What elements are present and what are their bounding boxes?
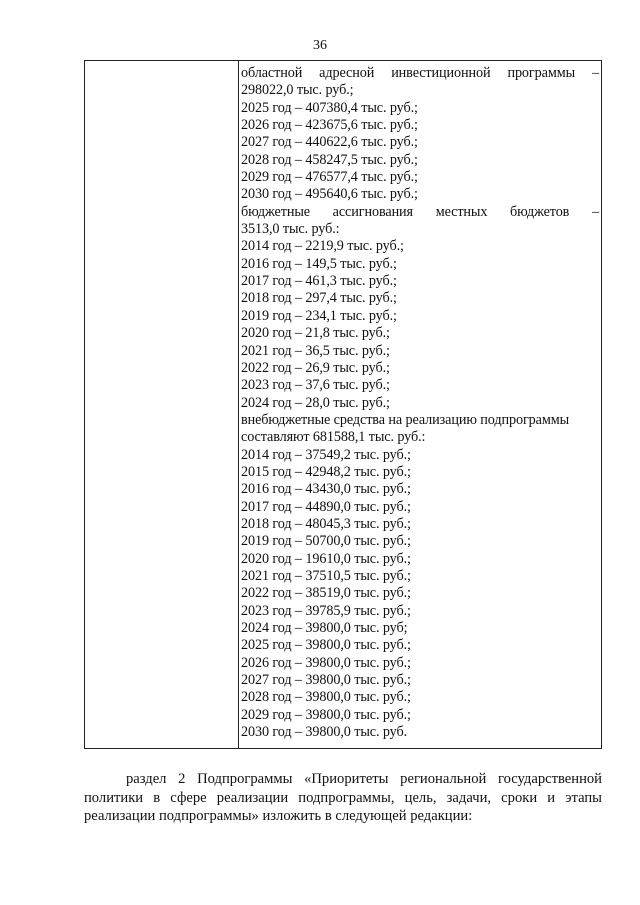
table-line: 2027 год – 39800,0 тыс. руб.; — [241, 672, 411, 689]
table-line: областной адресной инвестиционной программы – — [241, 65, 599, 81]
table-right-cell — [241, 65, 599, 741]
paragraph-line: реализации подпрограммы» изложить в следующей редакции: — [84, 808, 473, 824]
table-line: 2017 год – 461,3 тыс. руб.; — [241, 273, 397, 290]
table-line: 2025 год – 407380,4 тыс. руб.; — [241, 99, 418, 116]
table-line: 2023 год – 37,6 тыс. руб.; — [241, 377, 390, 394]
table-line: 2017 год – 44890,0 тыс. руб.; — [241, 498, 411, 515]
table-line: 298022,0 тыс. руб.; — [241, 82, 354, 99]
table-line: 2020 год – 19610,0 тыс. руб.; — [241, 550, 411, 567]
table-line: 2027 год – 440622,6 тыс. руб.; — [241, 134, 418, 151]
table-line: 2016 год – 149,5 тыс. руб.; — [241, 255, 397, 272]
table-line: 2018 год – 297,4 тыс. руб.; — [241, 290, 397, 307]
table-line: 2016 год – 43430,0 тыс. руб.; — [241, 481, 411, 498]
table-line: 2026 год – 423675,6 тыс. руб.; — [241, 117, 418, 134]
budget-table — [84, 60, 602, 749]
table-line: 2023 год – 39785,9 тыс. руб.; — [241, 602, 411, 619]
table-line: 2022 год – 38519,0 тыс. руб.; — [241, 585, 411, 602]
table-line: 2024 год – 28,0 тыс. руб.; — [241, 394, 390, 411]
table-line: 2024 год – 39800,0 тыс. руб; — [241, 620, 408, 636]
table-line: 2025 год – 39800,0 тыс. руб.; — [241, 637, 411, 654]
table-line: 2019 год – 50700,0 тыс. руб.; — [241, 533, 411, 550]
table-left-cell — [85, 61, 239, 748]
table-line: 3513,0 тыс. руб.: — [241, 221, 340, 238]
table-line: 2029 год – 476577,4 тыс. руб.; — [241, 169, 418, 186]
section-amendment-paragraph — [84, 770, 602, 826]
table-line: бюджетные ассигнования местных бюджетов – — [241, 203, 599, 220]
table-line: 2021 год – 37510,5 тыс. руб.; — [241, 567, 411, 584]
table-line: 2028 год – 39800,0 тыс. руб.; — [241, 689, 411, 706]
table-line: 2014 год – 37549,2 тыс. руб.; — [241, 446, 411, 463]
table-line: 2030 год – 39800,0 тыс. руб. — [241, 724, 408, 741]
table-line: 2028 год – 458247,5 тыс. руб.; — [241, 151, 418, 168]
table-line: внебюджетные средства на реализацию подпрограммы — [241, 411, 570, 428]
paragraph-line: политики в сфере реализации подпрограммы, цель, задачи, сроки и этапы — [84, 789, 602, 806]
table-line: 2030 год – 495640,6 тыс. руб.; — [241, 186, 418, 203]
table-line: 2026 год – 39800,0 тыс. руб.; — [241, 654, 411, 671]
table-line: 2020 год – 21,8 тыс. руб.; — [241, 325, 390, 342]
page-number: 36 — [313, 38, 327, 53]
table-line: 2021 год – 36,5 тыс. руб.; — [241, 342, 390, 359]
table-line: 2019 год – 234,1 тыс. руб.; — [241, 307, 397, 324]
table-line: 2015 год – 42948,2 тыс. руб.; — [241, 463, 411, 480]
table-line: 2014 год – 2219,9 тыс. руб.; — [241, 238, 404, 255]
table-line: 2018 год – 48045,3 тыс. руб.; — [241, 515, 411, 532]
table-line: 2029 год – 39800,0 тыс. руб.; — [241, 706, 411, 723]
table-line: составляют 681588,1 тыс. руб.: — [241, 429, 426, 446]
table-line: 2022 год – 26,9 тыс. руб.; — [241, 359, 390, 376]
paragraph-line: раздел 2 Подпрограммы «Приоритеты региональной государственной — [126, 771, 602, 787]
